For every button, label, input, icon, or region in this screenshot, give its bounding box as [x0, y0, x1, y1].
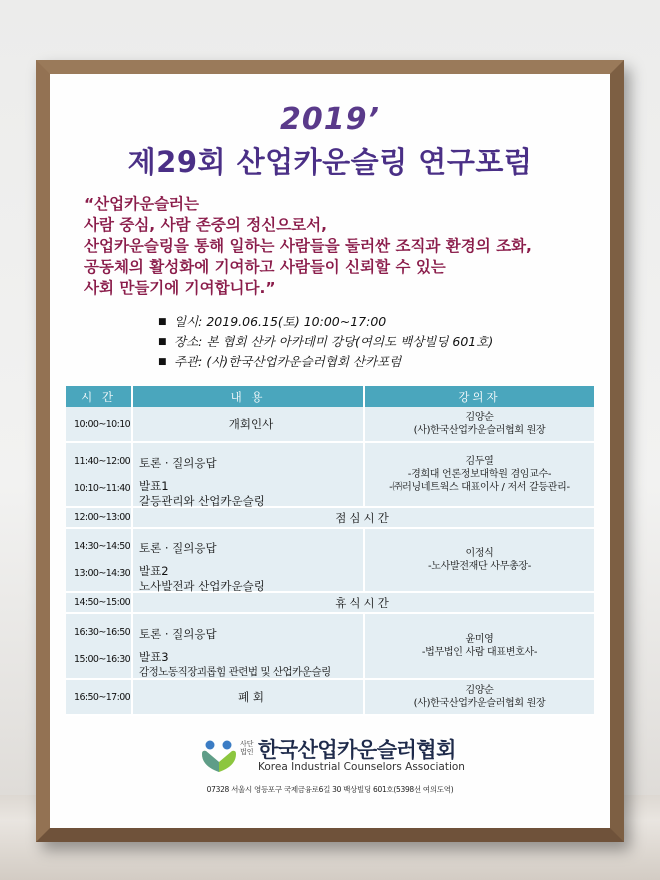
info-date: ■ 일시: 2019.06.15(토) 10:00~17:00 — [158, 312, 588, 332]
poster-year: 2019’ — [280, 102, 380, 137]
table-row — [66, 592, 594, 613]
association-logo — [200, 734, 520, 778]
time-cell: 16:50~17:00 — [66, 679, 132, 715]
logo-english: Korea Industrial Counselors Association — [258, 761, 465, 773]
time-cell: 13:00~14:30 14:30~14:50 — [66, 528, 132, 592]
content-cell: 발표2 노사발전과 산업카운슬링 토론 · 질의응답 — [132, 528, 364, 592]
quote-line: “산업카운슬러는 — [84, 195, 199, 213]
header-time: 시 간 — [66, 386, 132, 407]
event-info — [158, 312, 588, 372]
picture-frame — [36, 60, 624, 842]
table-header-row — [66, 386, 594, 407]
quote-line: 사람 중심, 사람 존중의 정신으로서, — [84, 216, 327, 234]
schedule-table — [66, 386, 594, 716]
content-cell: 발표3 감정노동직장괴롭힘 관련법 및 산업카운슬링 토론 · 질의응답 — [132, 613, 364, 679]
speaker-cell: 이정식 -노사발전재단 사무총장- — [364, 528, 594, 592]
table-row — [66, 507, 594, 528]
header-speaker: 강의자 — [364, 386, 594, 407]
poster — [50, 74, 610, 828]
mission-quote — [84, 194, 584, 299]
time-cell: 10:00~10:10 — [66, 407, 132, 442]
table-row — [66, 679, 594, 715]
speaker-cell: 김두열 -경희대 언론정보대학원 겸임교수- -㈜러닝네트웍스 대표이사 / 저서 갈등관리- — [364, 442, 594, 507]
address: 07328 서울시 영등포구 국제금융로6길 30 백상빌딩 601호(5398선 여의도역) — [206, 785, 454, 794]
time-cell: 12:00~13:00 — [66, 507, 132, 528]
content-cell: 개회인사 — [132, 407, 364, 442]
logo-name: 한국산업카운슬러협회 — [258, 738, 456, 762]
rest-break: 휴식시간 — [132, 592, 594, 613]
content-cell: 발표1 갈등관리와 산업카운슬링 토론 · 질의응답 — [132, 442, 364, 507]
speaker-cell: 김양순 (사)한국산업카운슬러협회 원장 — [364, 679, 594, 715]
bullet-icon: ■ — [158, 357, 167, 367]
table-row — [66, 613, 594, 679]
speaker-cell: 윤미영 -법무법인 사람 대표변호사- — [364, 613, 594, 679]
header-content: 내 용 — [132, 386, 364, 407]
quote-line: 산업카운슬링을 통해 일하는 사람들을 둘러싼 조직과 환경의 조화, — [84, 237, 532, 255]
lunch-break: 점심시간 — [132, 507, 594, 528]
quote-line: 공동체의 활성화에 기여하고 사람들이 신뢰할 수 있는 — [84, 258, 446, 276]
table-row — [66, 528, 594, 592]
logo-small-label: 사단 법인 — [240, 740, 254, 756]
bullet-icon: ■ — [158, 337, 167, 347]
info-venue: ■ 장소: 본 협회 산카 아카데미 강당(여의도 백상빌딩 601호) — [158, 332, 588, 352]
quote-line: 사회 만들기에 기여합니다.” — [84, 279, 276, 297]
time-cell: 15:00~16:30 16:30~16:50 — [66, 613, 132, 679]
time-cell: 14:50~15:00 — [66, 592, 132, 613]
table-row — [66, 442, 594, 507]
poster-title: 제29회 산업카운슬링 연구포럼 — [127, 145, 533, 179]
time-cell: 10:10~11:40 11:40~12:00 — [66, 442, 132, 507]
hands-heart-icon — [200, 738, 238, 774]
speaker-cell: 김양순 (사)한국산업카운슬러협회 원장 — [364, 407, 594, 442]
content-cell: 폐 회 — [132, 679, 364, 715]
info-host: ■ 주관: (사)한국산업카운슬러협회 산카포럼 — [158, 352, 588, 372]
table-row — [66, 407, 594, 442]
bullet-icon: ■ — [158, 317, 167, 327]
